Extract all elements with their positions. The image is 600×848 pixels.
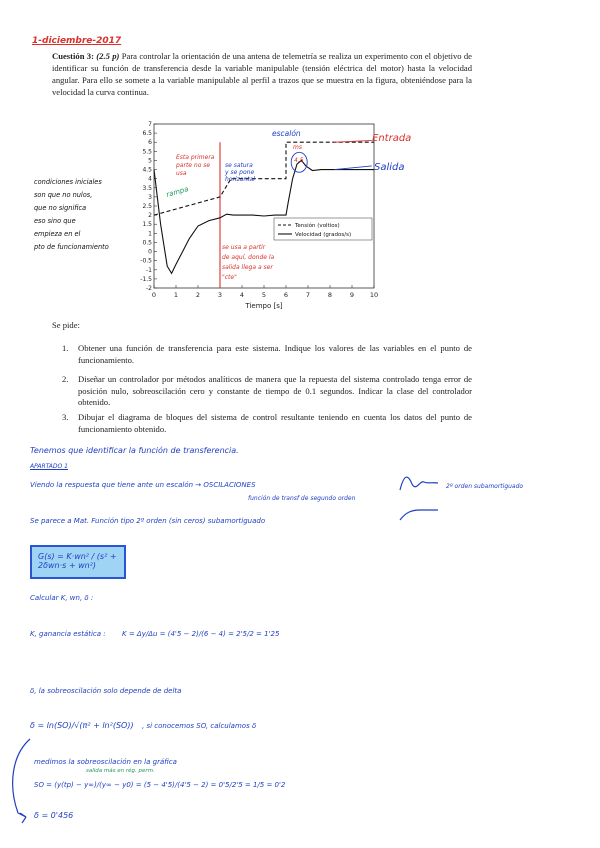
question-points: (2.5 p) [96,51,120,61]
list-item: 3. Dibujar el diagrama de bloques del sistema de control resultante teniendo en cuenta los datos del punto de funcionamiento obtenido. [62,412,472,434]
y-tick-label: 4 [148,175,152,183]
question-body: Para controlar la orientación de una antena de telemetría se realiza un experimento con el objetivo de identificar su función de transferencia desde la variable manipulable (tensión eléctrica del motor) hasta la velocidad angular. Para ello se somete a la variable manipulable al perfil a trazos que se muestra en la figura, obteniéndose para la velocidad la curva continua. [52,51,472,97]
list-item: 2. Diseñar un controlador por métodos analíticos de manera que la repuesta del sistema controlado tenga error de posición nulo, sobreoscilación cero y constante de tiempo de 0.1 segundos. Indicar la clase del controlador obtenido. [62,374,472,407]
date-header: 1-diciembre-2017 [32,36,122,46]
transfer-function-box [30,545,126,579]
so-expression: SO = (y(tp) − y∞)/(y∞ − y0) = (5 − 4'5)/(4'5 − 2) = 0'5/2'5 = 1/5 = 0'2 [34,781,286,789]
arrow-icon [6,735,36,825]
list-item: 1. Obtener una función de transferencia para este sistema. Indique los valores de las variables en el punto de funcionamiento. [62,343,472,365]
y-tick-label: -2 [146,285,152,292]
escalon-label: escalón [272,129,301,138]
x-tick-label: 10 [369,291,379,299]
y-tick-label: 1.5 [142,221,152,229]
y-tick-label: -1.5 [140,275,152,283]
x-tick-label: 6 [283,291,289,299]
x-tick-label: 1 [173,291,179,299]
x-axis-label: Tiempo [s] [245,302,283,310]
note-bottom: se usa a partir de aquí, donde la salida llega a ser "cte" [222,244,275,281]
note-line3: Se parece a Mat. Función tipo 2º orden (sin ceros) subamortiguado [30,517,266,525]
transfer-function: G(s) = K·wn² / (s² + 2δwn·s + wn²) [38,552,117,570]
y-tick-label: 2 [148,212,152,220]
delta-formula: δ = ln(SO)/√(π² + ln²(SO)) [30,721,134,730]
y-tick-label: 0.5 [142,239,152,247]
y-tick-label: 7 [148,121,152,128]
legend-label: Velocidad (grados/s) [295,232,352,238]
y-tick-label: 5 [148,157,152,165]
k-label: K, ganancia estática : [30,630,106,638]
note-4-5: 4.5 [294,157,304,164]
side-note: 2º orden subamortiguado [446,483,524,490]
y-tick-label: 6 [148,139,152,147]
y-tick-label: 0 [148,248,152,256]
note-line1: Tenemos que identificar la función de transferencia. [30,446,239,455]
question-title: Cuestión 3: [52,51,94,61]
y-tick-label: -0.5 [140,257,152,265]
wave-sketch-icon [398,470,440,530]
delta-comment: , si conocemos SO, calculamos δ [142,722,257,730]
y-tick-label: 2.5 [142,203,152,210]
y-tick-label: 3.5 [142,184,152,192]
note-top-left: Esta primera parte no se usa [176,154,215,177]
note-line2b: función de transf de segundo orden [248,495,356,502]
apartado-heading: APARTADO 1 [30,463,68,470]
x-tick-label: 2 [195,291,201,299]
question-paragraph [52,50,472,98]
salida-label: Salida [374,162,405,173]
y-tick-label: 3 [148,193,152,201]
y-tick-label: 5.5 [142,148,152,156]
entrada-label: Entrada [372,133,412,144]
x-tick-label: 7 [305,291,311,299]
so-sub: salida más en rég. perm. [86,768,155,774]
k-expression: K = Δy/Δu = (4'5 − 2)/(6 − 4) = 2'5/2 = 1'25 [122,630,280,638]
left-notes: condiciones iniciales son que no nulos, que no significa eso sino que empieza en el pto de funcionamiento [34,178,109,251]
rampa-label: rampa [165,185,190,199]
y-tick-label: 4.5 [142,166,152,174]
delta-line: δ, la sobreoscilación solo depende de delta [30,687,182,695]
x-tick-label: 8 [327,291,333,299]
ms-label: ms [293,144,302,151]
note-mid: se satura y se pone horizontal [225,162,255,183]
y-tick-label: 1 [148,230,152,238]
legend-label: Tensión (voltios) [295,223,340,229]
x-tick-label: 5 [261,291,267,299]
y-tick-label: -1 [146,266,152,274]
x-tick-label: 3 [217,291,223,299]
chart [130,118,390,314]
delta-result: δ = 0'456 [34,811,74,820]
x-tick-label: 0 [151,291,157,299]
y-tick-label: 6.5 [142,130,152,138]
x-tick-label: 4 [239,291,245,299]
note-line2: Viendo la respuesta que tiene ante un escalón → OSCILACIONES [30,481,256,489]
calc-line: Calcular K, wn, δ : [30,594,94,602]
medimos-line: medimos la sobreoscilación en la gráfica [34,758,177,766]
se-pide: Se pide: [52,320,80,330]
x-tick-label: 9 [349,291,355,299]
